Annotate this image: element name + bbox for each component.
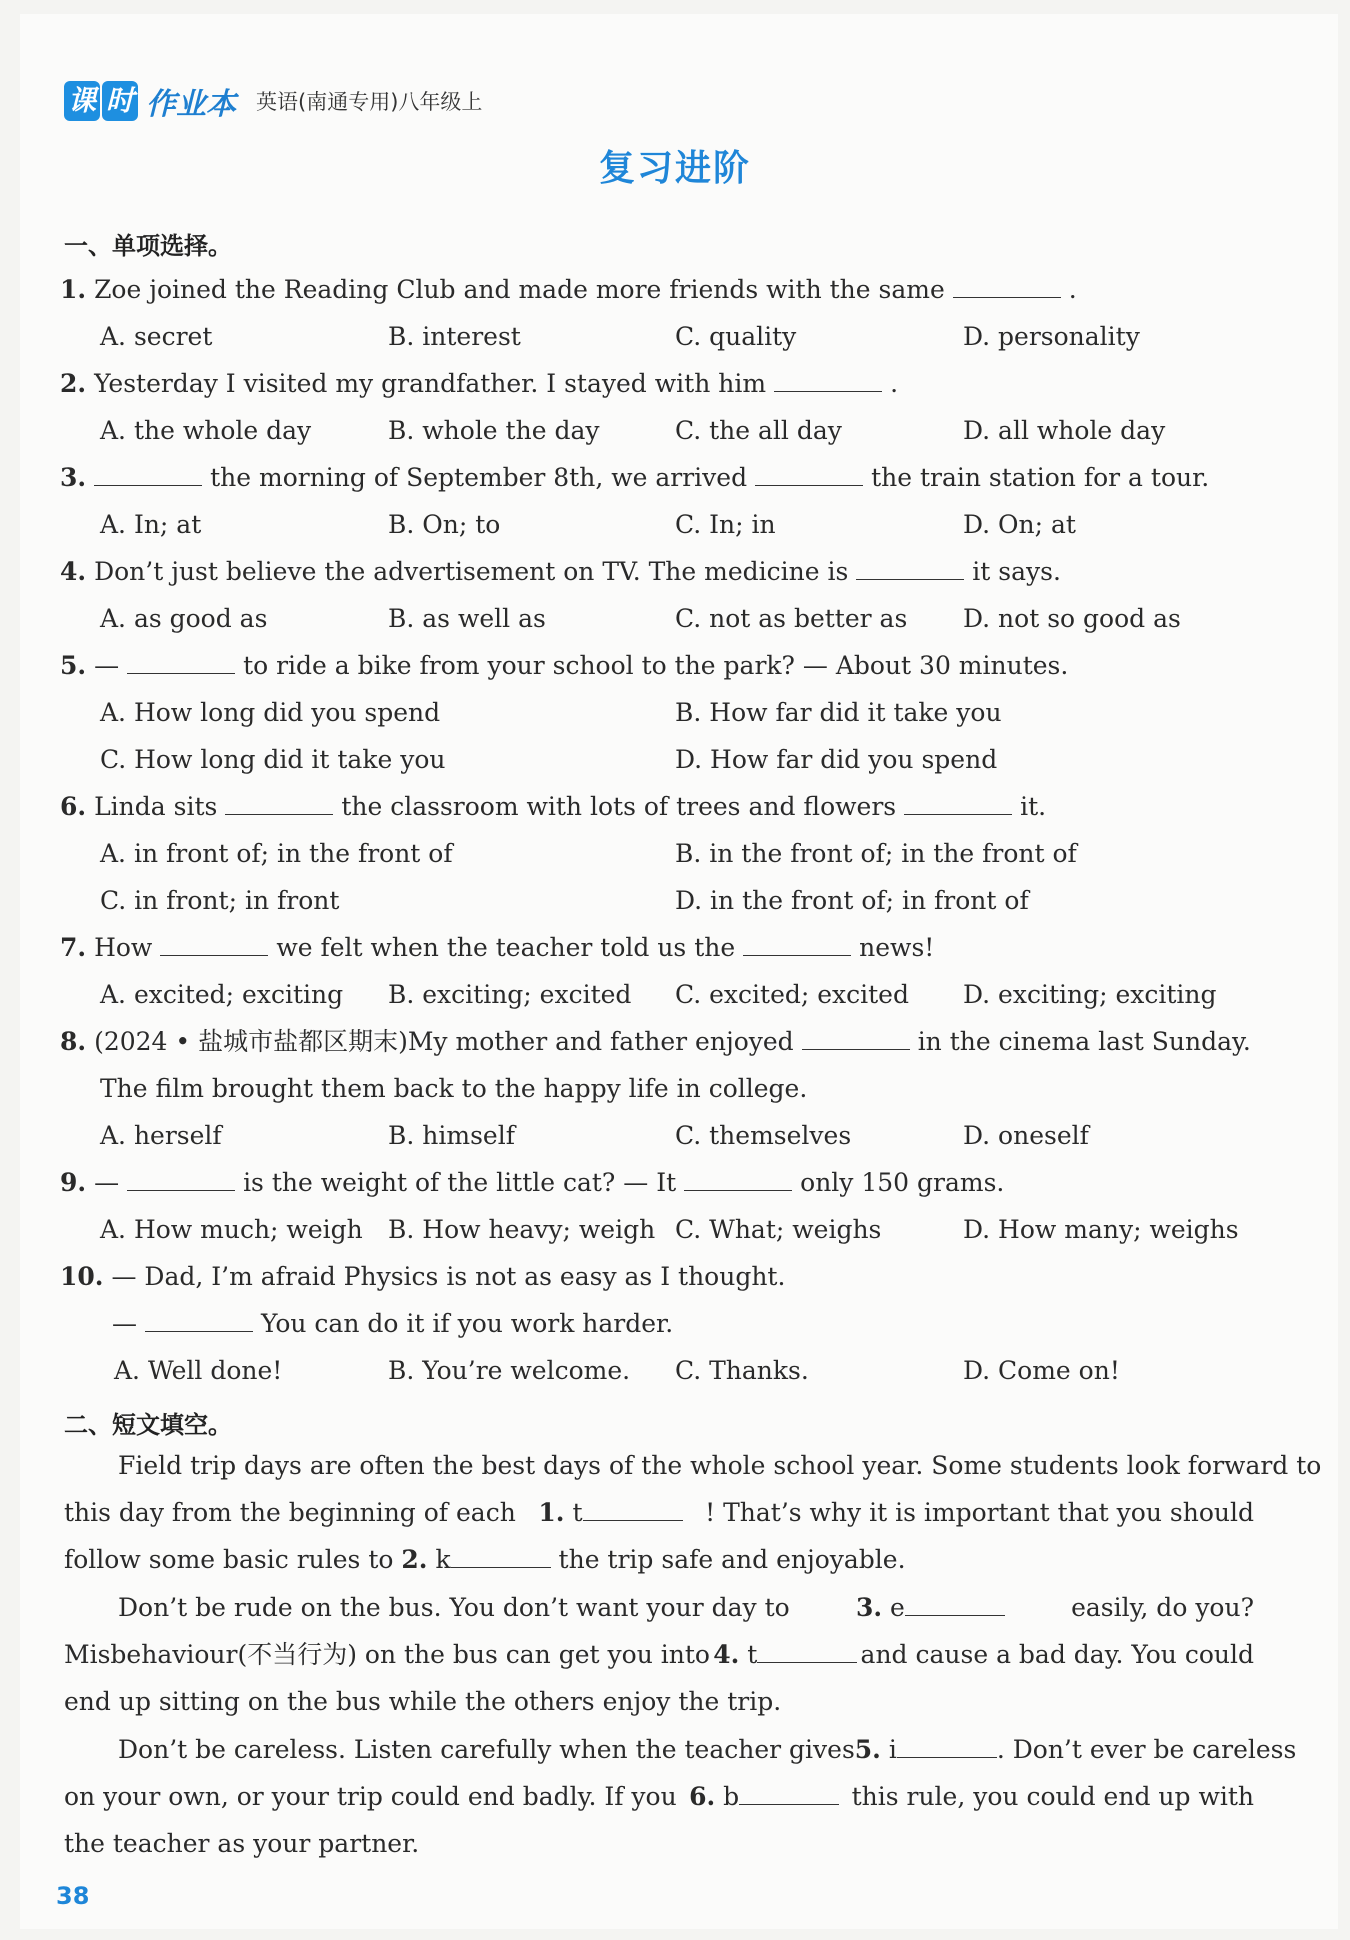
option-d[interactable]: D. exciting; exciting <box>963 980 1217 1009</box>
passage-line: Field trip days are often the best days of the whole school year. Some students look forward to <box>118 1451 1322 1480</box>
option-c[interactable]: C. themselves <box>675 1121 852 1150</box>
question-10-reply <box>112 1309 673 1339</box>
answer-blank[interactable] <box>743 935 851 956</box>
question-text: — <box>94 1168 120 1197</box>
question-8-continued: The film brought them back to the happy life in college. <box>100 1074 808 1103</box>
answer-blank[interactable] <box>897 1737 997 1758</box>
option-a[interactable]: A. How long did you spend <box>100 698 441 727</box>
logo <box>64 81 140 121</box>
question-number: 3. <box>60 463 87 492</box>
question-number: 5. <box>60 651 87 680</box>
question-text: only 150 grams. <box>800 1168 1005 1197</box>
option-d[interactable]: D. On; at <box>963 510 1076 539</box>
question-8 <box>60 1027 1251 1057</box>
passage-text: the trip safe and enjoyable. <box>558 1545 906 1574</box>
answer-blank[interactable] <box>127 1170 235 1191</box>
passage-line <box>118 1735 1297 1765</box>
option-b[interactable]: B. On; to <box>388 510 501 539</box>
passage-line <box>64 1545 1254 1575</box>
option-a[interactable]: A. secret <box>100 322 213 351</box>
question-text: in the cinema last Sunday. <box>917 1027 1251 1056</box>
option-c[interactable]: C. What; weighs <box>675 1215 882 1244</box>
logo-char-2: 时 <box>102 81 138 121</box>
answer-blank[interactable] <box>225 794 333 815</box>
passage-text: Misbehaviour(不当行为) on the bus can get you into <box>64 1640 710 1669</box>
passage-text: easily, do you? <box>1071 1593 1254 1622</box>
blank-hint-letter: e <box>890 1593 905 1622</box>
option-b[interactable]: B. himself <box>388 1121 515 1150</box>
question-text: . <box>1068 275 1077 304</box>
page-title: 复习进阶 <box>598 148 751 189</box>
option-a[interactable]: A. as good as <box>100 604 268 633</box>
option-c[interactable]: C. the all day <box>675 416 842 445</box>
question-text: — Dad, I’m afraid Physics is not as easy as I thought. <box>111 1262 786 1291</box>
passage-line <box>64 1498 1254 1528</box>
passage-line <box>64 1782 1254 1812</box>
question-text: the classroom with lots of trees and flowers <box>341 792 897 821</box>
option-a[interactable]: A. In; at <box>100 510 202 539</box>
question-1 <box>60 275 1077 305</box>
answer-blank[interactable] <box>583 1500 683 1521</box>
option-b[interactable]: B. exciting; excited <box>388 980 632 1009</box>
answer-blank[interactable] <box>451 1547 551 1568</box>
question-number: 1. <box>60 275 87 304</box>
answer-blank[interactable] <box>739 1784 839 1805</box>
option-a[interactable]: A. excited; exciting <box>100 980 344 1009</box>
question-5 <box>60 651 1068 681</box>
option-d[interactable]: D. Come on! <box>963 1356 1120 1385</box>
option-d[interactable]: D. personality <box>963 322 1140 351</box>
option-c[interactable]: C. Thanks. <box>675 1356 809 1385</box>
option-b[interactable]: B. in the front of; in the front of <box>675 839 1077 868</box>
option-d[interactable]: D. How far did you spend <box>675 745 998 774</box>
option-a[interactable]: A. How much; weigh <box>100 1215 363 1244</box>
question-number: 4. <box>60 557 87 586</box>
question-number: 7. <box>60 933 87 962</box>
option-a[interactable]: A. herself <box>100 1121 222 1150</box>
blank-number: 1. <box>538 1498 565 1527</box>
passage-line: end up sitting on the bus while the others enjoy the trip. <box>64 1687 782 1716</box>
option-d[interactable]: D. not so good as <box>963 604 1181 633</box>
blank-number: 4. <box>713 1640 740 1669</box>
question-text: to ride a bike from your school to the park? — About 30 minutes. <box>243 651 1069 680</box>
question-text: Yesterday I visited my grandfather. I stayed with him <box>94 369 767 398</box>
passage-text: . Don’t ever be careless <box>996 1735 1297 1764</box>
passage-line <box>64 1640 1254 1670</box>
blank-number: 2. <box>401 1545 428 1574</box>
blank-hint-letter: b <box>723 1782 740 1811</box>
blank-hint-letter: t <box>572 1498 583 1527</box>
option-b[interactable]: B. whole the day <box>388 416 600 445</box>
blank-number: 6. <box>689 1782 716 1811</box>
option-c[interactable]: C. quality <box>675 322 797 351</box>
answer-blank[interactable] <box>757 1642 857 1663</box>
question-4 <box>60 557 1061 587</box>
option-c[interactable]: C. not as better as <box>675 604 908 633</box>
option-c[interactable]: C. in front; in front <box>100 886 340 915</box>
question-text: Zoe joined the Reading Club and made more friends with the same <box>94 275 945 304</box>
question-text: it says. <box>972 557 1061 586</box>
option-c[interactable]: C. In; in <box>675 510 776 539</box>
question-3 <box>60 463 1209 493</box>
page-number: 38 <box>56 1882 90 1910</box>
blank-hint-letter: t <box>747 1640 758 1669</box>
question-2 <box>60 369 898 399</box>
question-7 <box>60 933 934 963</box>
passage-text: this rule, you could end up with <box>851 1782 1254 1811</box>
question-text: — <box>94 651 120 680</box>
answer-blank[interactable] <box>127 653 235 674</box>
option-c[interactable]: C. How long did it take you <box>100 745 446 774</box>
subject-label: 英语(南通专用)八年级上 <box>256 90 483 114</box>
question-number: 8. <box>60 1027 87 1056</box>
question-10 <box>60 1262 785 1292</box>
option-d[interactable]: D. How many; weighs <box>963 1215 1239 1244</box>
question-text: You can do it if you work harder. <box>261 1309 674 1338</box>
answer-blank[interactable] <box>160 935 268 956</box>
option-b[interactable]: B. How far did it take you <box>675 698 1002 727</box>
answer-blank[interactable] <box>94 465 202 486</box>
answer-blank[interactable] <box>856 559 964 580</box>
answer-blank[interactable] <box>684 1170 792 1191</box>
question-number: 9. <box>60 1168 87 1197</box>
question-text: — <box>112 1309 137 1338</box>
option-b[interactable]: B. How heavy; weigh <box>388 1215 656 1244</box>
question-text: is the weight of the little cat? — It <box>243 1168 677 1197</box>
option-a[interactable]: A. in front of; in the front of <box>100 839 453 868</box>
option-b[interactable]: B. as well as <box>388 604 546 633</box>
question-text: Don’t just believe the advertisement on TV. The medicine is <box>94 557 849 586</box>
option-c[interactable]: C. excited; excited <box>675 980 909 1009</box>
answer-blank[interactable] <box>145 1311 253 1332</box>
blank-number: 3. <box>855 1593 883 1622</box>
option-b[interactable]: B. You’re welcome. <box>388 1356 631 1385</box>
question-text: How <box>94 933 153 962</box>
option-a[interactable]: A. the whole day <box>100 416 312 445</box>
passage-text: on your own, or your trip could end badly. If you <box>64 1782 677 1811</box>
question-9 <box>60 1168 1004 1198</box>
passage-line: the teacher as your partner. <box>64 1829 420 1858</box>
passage-text: this day from the beginning of each <box>64 1498 516 1527</box>
answer-blank[interactable] <box>802 1029 910 1050</box>
question-text: . <box>890 369 899 398</box>
option-d[interactable]: D. all whole day <box>963 416 1166 445</box>
answer-blank[interactable] <box>905 1595 1005 1616</box>
option-d[interactable]: D. oneself <box>963 1121 1089 1150</box>
question-text: the morning of September 8th, we arrived <box>210 463 748 492</box>
question-text: (2024 • 盐城市盐都区期末)My mother and father enjoyed <box>94 1027 794 1056</box>
passage-text: Don’t be careless. Listen carefully when the teacher gives <box>118 1735 855 1764</box>
question-text: it. <box>1020 792 1047 821</box>
passage-text: ! That’s why it is important that you should <box>705 1498 1254 1527</box>
blank-number: 5. <box>854 1735 881 1764</box>
question-text: the train station for a tour. <box>871 463 1210 492</box>
logo-char-1: 课 <box>64 81 100 121</box>
option-d[interactable]: D. in the front of; in front of <box>675 886 1029 915</box>
question-number: 2. <box>60 369 87 398</box>
question-text: we felt when the teacher told us the <box>276 933 736 962</box>
header <box>64 80 482 122</box>
question-number: 6. <box>60 792 87 821</box>
question-6 <box>60 792 1046 822</box>
question-number: 10. <box>60 1262 104 1291</box>
question-text: news! <box>859 933 935 962</box>
passage-text: follow some basic rules to <box>64 1545 394 1574</box>
answer-blank[interactable] <box>953 277 1061 298</box>
option-b[interactable]: B. interest <box>388 322 521 351</box>
blank-hint-letter: k <box>435 1545 451 1574</box>
section-heading-2: 二、短文填空。 <box>64 1411 232 1439</box>
answer-blank[interactable] <box>774 371 882 392</box>
answer-blank[interactable] <box>904 794 1012 815</box>
answer-blank[interactable] <box>755 465 863 486</box>
blank-hint-letter: i <box>888 1735 897 1764</box>
option-a[interactable]: A. Well done! <box>114 1356 283 1385</box>
logo-text: 作业本 <box>146 87 237 122</box>
section-heading-1: 一、单项选择。 <box>64 232 232 260</box>
passage-line <box>118 1593 1254 1623</box>
passage-text: Don’t be rude on the bus. You don’t want your day to <box>118 1593 790 1622</box>
question-text: Linda sits <box>94 792 218 821</box>
passage-text: and cause a bad day. You could <box>860 1640 1254 1669</box>
